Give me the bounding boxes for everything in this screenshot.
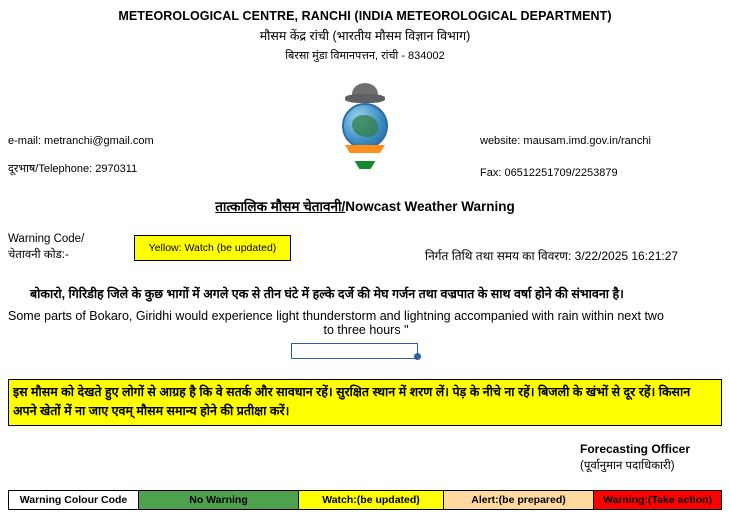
legend-item-watch: Watch:(be updated) — [299, 491, 444, 509]
legend-label: Warning Colour Code — [9, 491, 139, 509]
warning-body-hindi: बोकारो, गिरिडीह जिले के कुछ भागों में अगले एक से तीन घंटे में हल्के दर्जे की मेघ गर्जन तथा वज्रपात के साथ वर्षा होने की संभावना है। — [30, 287, 624, 301]
emblem-globe-icon — [342, 103, 388, 149]
legend-item-warning: Warning:(Take action) — [594, 491, 721, 509]
header-address: बिरसा मुंडा विमानपत्तन, रांची - 834002 — [285, 50, 445, 62]
signature-title: Forecasting Officer — [580, 442, 691, 456]
document-title-hindi: तात्कालिक मौसम चेतावनी/ — [215, 199, 346, 214]
issue-datetime-text: निर्गत तिथि तथा समय का विवरण: 3/22/2025 16:21:27 — [425, 249, 679, 263]
warning-code-label — [8, 231, 84, 263]
fax-text: Fax: 06512251709/2253879 — [480, 167, 618, 179]
header-line-hindi: मौसम केंद्र रांची (भारतीय मौसम विज्ञान विभाग) — [259, 29, 471, 43]
signature-subtitle: (पूर्वानुमान पदाधिकारी) — [580, 460, 675, 472]
header-line-english: METEOROLOGICAL CENTRE, RANCHI (INDIA METEOROLOGICAL DEPARTMENT) — [118, 9, 612, 23]
warning-body-english — [8, 309, 724, 337]
emblem-container — [0, 81, 730, 173]
emblem-tricolour-icon — [345, 145, 385, 171]
emblem-cap-icon — [352, 83, 378, 97]
email-text: e-mail: metranchi@gmail.com — [8, 135, 154, 147]
document-title — [0, 197, 730, 215]
warning-body-english-line1: Some parts of Bokaro, Giridhi would experience light thunderstorm and lightning accompanied with rain within next two — [8, 309, 664, 323]
warning-code-label-hi: चेतावनी कोड:- — [8, 249, 69, 261]
warning-colour-legend — [8, 490, 722, 510]
text-edit-field[interactable] — [291, 343, 418, 359]
legend-item-alert: Alert:(be prepared) — [444, 491, 594, 509]
warning-body-english-line2: to three hours " — [323, 323, 409, 337]
document-title-english: Nowcast Weather Warning — [345, 199, 515, 214]
resize-handle[interactable] — [414, 353, 421, 360]
emblem-cap-brim-icon — [345, 94, 385, 103]
nowcast-warning-document — [0, 9, 730, 523]
imd-emblem-icon — [335, 83, 395, 171]
signature-block — [580, 441, 690, 475]
website-text: website: mausam.imd.gov.in/ranchi — [480, 135, 651, 147]
warning-code-badge[interactable]: Yellow: Watch (be updated) — [134, 235, 291, 261]
warning-code-label-en: Warning Code/ — [8, 233, 85, 245]
legend-item-no-warning: No Warning — [139, 491, 299, 509]
advisory-banner: इस मौसम को देखते हुए लोगों से आग्रह है कि वे सतर्क और सावधान रहें। सुरक्षित स्थान में शरण लें। पेड़ के नीचे ना रहें। बिजली के खंभों से दूर रहें। किसान अपने खेतों में ना जाए एवम् मौसम समान्य होने की प्रतीक्षा करें। — [8, 379, 722, 426]
telephone-text: दूरभाष/Telephone: 2970311 — [8, 163, 138, 175]
